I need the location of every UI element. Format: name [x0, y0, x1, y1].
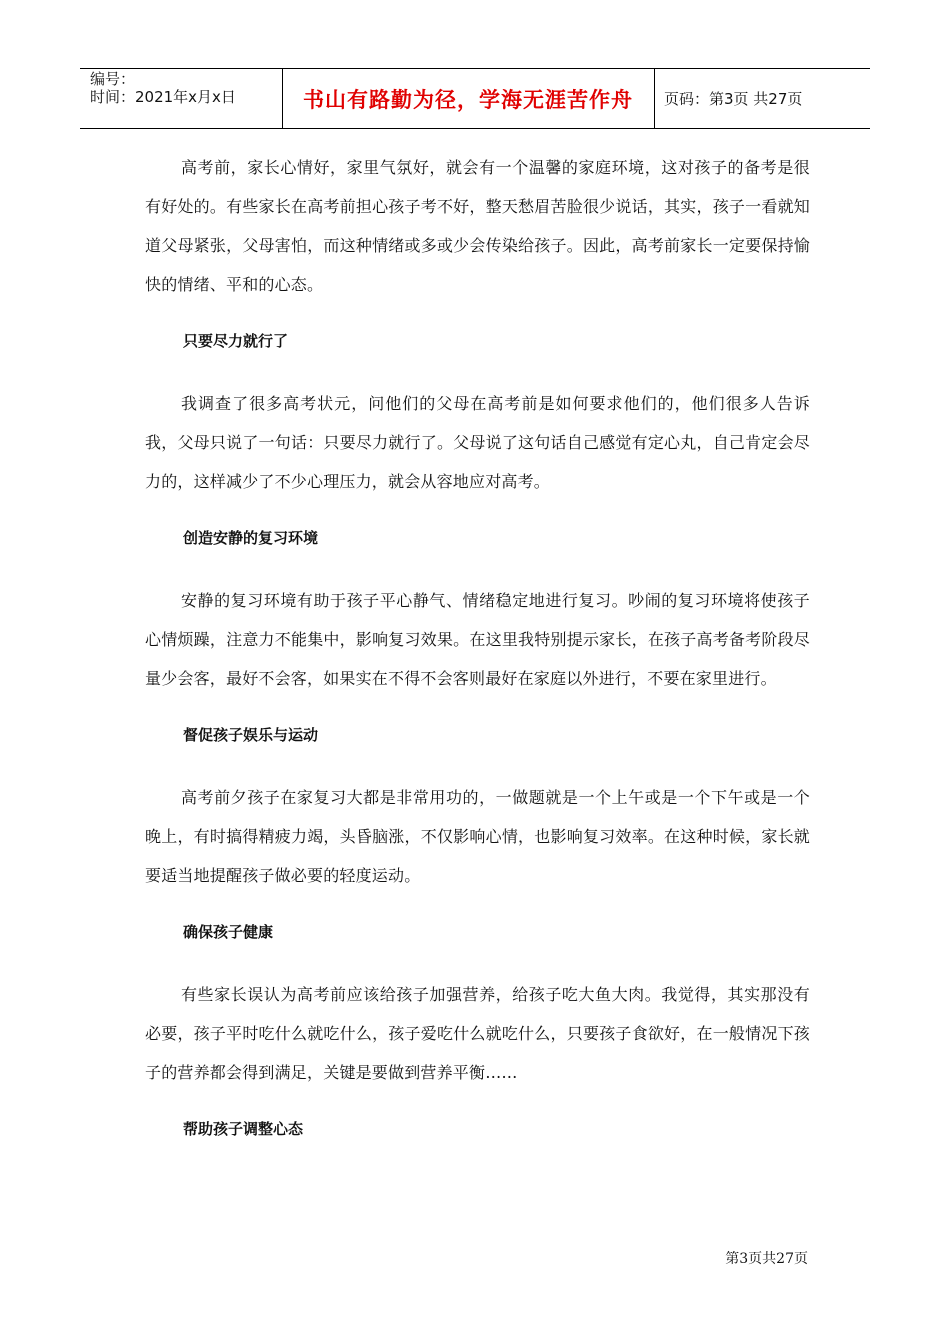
- header-time-label: 时间：2021年x月x日: [90, 88, 236, 106]
- section-heading: 帮助孩子调整心态: [183, 1120, 304, 1138]
- header-motto-cell: [282, 69, 655, 128]
- section-heading: 创造安静的复习环境: [183, 529, 319, 547]
- body-paragraph: 我调查了很多高考状元，问他们的父母在高考前是如何要求他们的，他们很多人告诉我，父母只说了一句话：只要尽力就行了。父母说了这句话自己感觉有定心丸，自己肯定会尽力的，这样减少了不少心理压力，就会从容地应对高考。: [145, 394, 810, 491]
- body-paragraph: 安静的复习环境有助于孩子平心静气、情绪稳定地进行复习。吵闹的复习环境将使孩子心情烦躁，注意力不能集中，影响复习效果。在这里我特别提示家长，在孩子高考备考阶段尽量少会客，最好不会客，如果实在不得不会客则最好在家庭以外进行，不要在家里进行。: [145, 591, 810, 688]
- header-page-label: 页码：第3页 共27页: [664, 90, 803, 108]
- header-meta-cell: [80, 69, 283, 128]
- header-page-cell: [664, 69, 870, 128]
- header-motto: 书山有路勤为径，学海无涯苦作舟: [303, 87, 633, 112]
- body-paragraph: 高考前夕孩子在家复习大都是非常用功的，一做题就是一个上午或是一个下午或是一个晚上，有时搞得精疲力竭，头昏脑涨，不仅影响心情，也影响复习效率。在这种时候，家长就要适当地提醒孩子做必要的轻度运动。: [145, 788, 810, 885]
- section-heading: 督促孩子娱乐与运动: [183, 726, 319, 744]
- section-heading: 只要尽力就行了: [183, 332, 289, 350]
- body-paragraph: 高考前，家长心情好，家里气氛好，就会有一个温馨的家庭环境，这对孩子的备考是很有好处的。有些家长在高考前担心孩子考不好，整天愁眉苦脸很少说话，其实，孩子一看就知道父母紧张，父母害怕，而这种情绪或多或少会传染给孩子。因此，高考前家长一定要保持愉快的情绪、平和的心态。: [145, 158, 810, 294]
- document-body: [145, 148, 810, 1139]
- section-heading: 确保孩子健康: [183, 923, 274, 941]
- body-paragraph: 有些家长误认为高考前应该给孩子加强营养，给孩子吃大鱼大肉。我觉得，其实那没有必要，孩子平时吃什么就吃什么，孩子爱吃什么就吃什么，只要孩子食欲好，在一般情况下孩子的营养都会得到满足，关键是要做到营养平衡……: [145, 985, 810, 1082]
- document-header: [80, 68, 870, 129]
- header-number-label: 编号：: [90, 70, 136, 88]
- page-footer: 第3页共27页: [725, 1251, 808, 1267]
